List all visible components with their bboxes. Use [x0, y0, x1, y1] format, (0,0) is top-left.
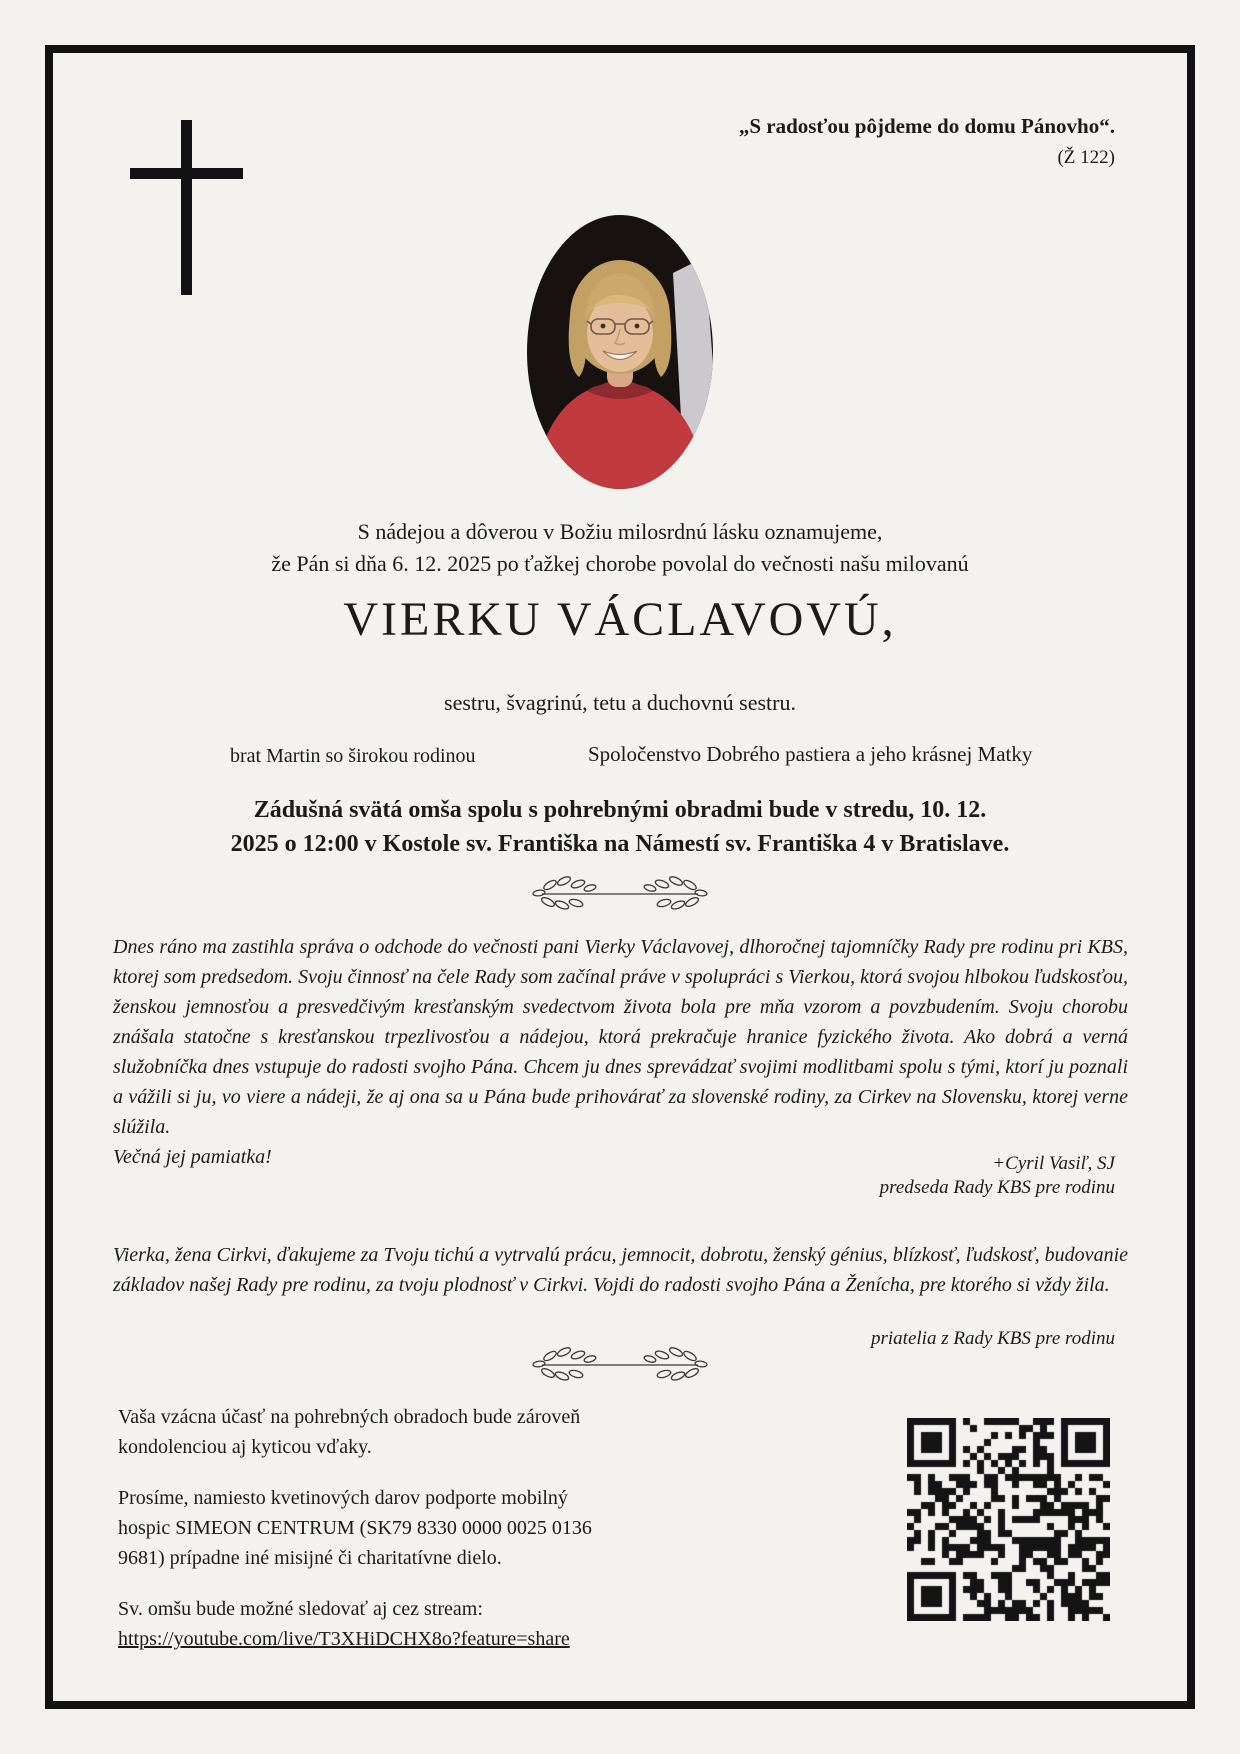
stream-link[interactable]: https://youtube.com/live/T3XHiDCHX8o?feature=share: [118, 1628, 570, 1650]
funeral-announcement: [0, 793, 1240, 861]
qr-code-canvas: [907, 1418, 1110, 1621]
participation-note: Vaša vzácna účasť na pohrebných obradoch bude zároveň kondolenciou aj kyticou vďaky.: [118, 1406, 581, 1458]
mourner-community: Spoločenstvo Dobrého pastiera a jeho krásnej Matky: [588, 742, 1033, 766]
laurel-branch-left: [533, 875, 597, 911]
qr-code: [907, 1418, 1110, 1621]
signature-friends: priatelia z Rady KBS pre rodinu: [871, 1328, 1115, 1349]
stream-section: [118, 1594, 613, 1654]
deceased-name: VIERKU VÁCLAVOVÚ,: [343, 593, 897, 646]
signature-title: predseda Rady KBS pre rodinu: [879, 1177, 1115, 1198]
relations-line: sestru, švagrinú, tetu a duchovnú sestru.: [444, 690, 796, 715]
scripture-quote: [739, 110, 1115, 174]
portrait-photo: [527, 215, 713, 489]
funeral-line-2: 2025 o 12:00 v Kostole sv. Františka na Námestí sv. Františka 4 v Bratislave.: [230, 831, 1010, 857]
tribute-closing: Večná jej pamiatka!: [113, 1146, 272, 1168]
portrait-illustration: [527, 215, 713, 489]
laurel-divider-icon: [512, 872, 728, 912]
donation-note: Prosíme, namiesto kvetinových darov podporte mobilný hospic SIMEON CENTRUM (SK79 8330 0000 0025 0136 9681) prípadne iné misijné či charitatívne dielo.: [118, 1487, 592, 1569]
tribute2-text: Vierka, žena Cirkvi, ďakujeme za Tvoju tichú a vytrvalú prácu, jemnocit, dobrotu, ženský génius, blízkosť, ľudskosť, budovanie základov našej Rady pre rodinu, za tvoju plodnosť v Cirkvi. Vojdi do radosti svojho Pána a Ženícha, pre ktorého si vždy žila.: [113, 1244, 1128, 1296]
memorial-cross-icon: [130, 120, 245, 295]
practical-information: [118, 1402, 613, 1654]
announcement-line-1: S nádejou a dôverou v Božiu milosrdnú lásku oznamujeme,: [357, 519, 883, 544]
tribute-friends: [113, 1240, 1128, 1300]
announcement-line-2: že Pán si dňa 6. 12. 2025 po ťažkej chorobe povolal do večnosti našu milovanú: [271, 551, 969, 576]
mourner-family: brat Martin so širokou rodinou: [230, 745, 476, 767]
tribute-kbs-chairman: [113, 932, 1128, 1172]
scripture-quote-reference: (Ž 122): [1057, 147, 1115, 168]
stream-note: Sv. omšu bude možné sledovať aj cez stream:: [118, 1598, 483, 1620]
signature-name: +Cyril Vasiľ, SJ: [992, 1153, 1115, 1174]
laurel-branch-right: [643, 875, 707, 911]
funeral-line-1: Zádušná svätá omša spolu s pohrebnými obradmi bude v stredu, 10. 12.: [253, 797, 987, 823]
tribute-text: Dnes ráno ma zastihla správa o odchode do večnosti pani Vierky Václavovej, dlhoročnej tajomníčky Rady pre rodinu pri KBS, ktorej som predsedom. Svoju činnosť na čele Rady som začínal práve v spolupráci s Vierkou, ktorá svojou hlbokou ľudskosťou, ženskou jemnosťou a presvedčivým kresťanským svedectvom života bola pre mňa vzorom a povzbudením. Svoju chorobu znášala statočne s kresťanskou trpezlivosťou a nádejou, ktorá prekračuje hranice fyzického života. Ako dobrá a verná služobníčka dnes vstupuje do radosti svojho Pána. Chcem ju dnes sprevádzať svojimi modlitbami spolu s tými, ktorí ju poznali a vážili si ju, vo viere a nádeji, že aj ona sa u Pána bude prihovárať za slovenské rodiny, za Cirkev na Slovensku, ktorej verne slúžila.: [113, 936, 1128, 1138]
announcement-intro: [0, 516, 1240, 580]
laurel-divider-icon: [512, 1343, 728, 1383]
signature-cyril-vasil: [880, 1152, 1115, 1200]
scripture-quote-text: „S radosťou pôjdeme do domu Pánovho“.: [738, 114, 1115, 138]
